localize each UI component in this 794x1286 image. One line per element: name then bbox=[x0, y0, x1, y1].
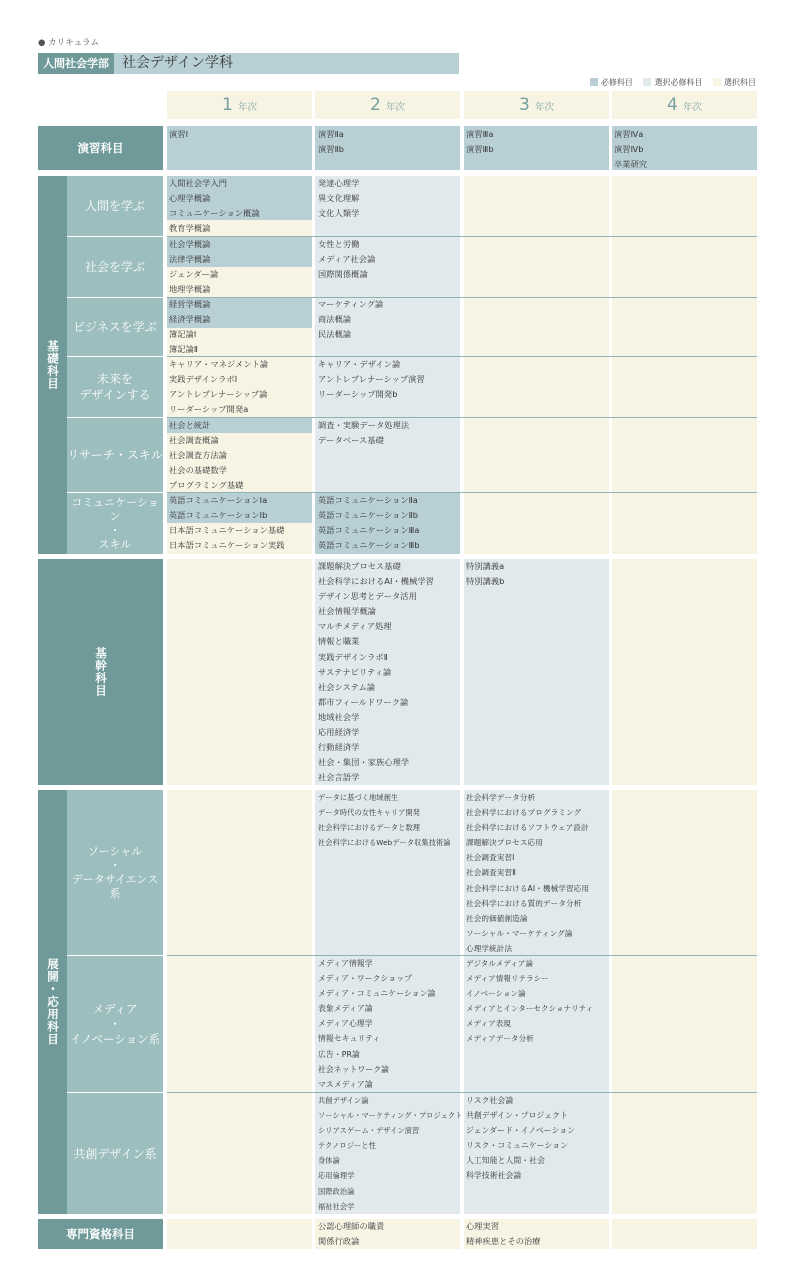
course-item: メディア心理学 bbox=[318, 1019, 373, 1029]
group-label-senmon bbox=[38, 1219, 163, 1249]
year-suffix: 年次 bbox=[385, 102, 405, 113]
sub-label-text: イノベーション系 bbox=[69, 1031, 161, 1046]
course-list bbox=[169, 418, 243, 493]
sub-label-social-data bbox=[67, 790, 163, 955]
course-item: メディアデータ分析 bbox=[466, 1034, 534, 1044]
course-item: 社会科学におけるWebデータ収集技術論 bbox=[318, 838, 451, 848]
course-list bbox=[318, 1093, 462, 1214]
year-header-3 bbox=[464, 91, 609, 119]
course-item: ジェンダー論 bbox=[169, 269, 219, 280]
legend-required bbox=[590, 77, 633, 88]
course-item: 課題解決プロセス基礎 bbox=[318, 561, 401, 571]
year-suffix: 年次 bbox=[534, 102, 554, 113]
sub-label-text: 未来を bbox=[96, 372, 133, 386]
course-item: 社会的価値創造論 bbox=[466, 913, 528, 923]
course-item: マルチメディア処理 bbox=[318, 621, 392, 632]
legend-label: 必修科目 bbox=[600, 78, 633, 87]
sub-label-mirai bbox=[67, 357, 163, 417]
year-number: 4 bbox=[667, 95, 678, 115]
cell-fill-elective bbox=[612, 1219, 757, 1249]
sub-label-text: 社会を学ぶ bbox=[84, 260, 145, 274]
course-item: マスメディア論 bbox=[318, 1079, 373, 1089]
course-item: 心理学概論 bbox=[169, 193, 211, 204]
course-item: ジェンダード・イノベーション bbox=[466, 1126, 575, 1136]
group-label-tenkai bbox=[38, 790, 67, 1214]
course-list bbox=[466, 127, 494, 157]
faculty-badge: 人間社会学部 bbox=[38, 53, 114, 74]
course-item: サステナビリティ論 bbox=[318, 666, 392, 677]
course-item: リスク社会論 bbox=[466, 1096, 514, 1105]
course-item: 共創デザイン論 bbox=[318, 1096, 369, 1105]
course-item: メディア情報学 bbox=[318, 959, 373, 968]
course-item: 演習Ⅱb bbox=[318, 144, 345, 155]
course-item: 精神疾患とその治療 bbox=[466, 1236, 541, 1247]
course-item: データに基づく地域創生 bbox=[318, 793, 399, 802]
sub-label-text: 人間を学ぶ bbox=[84, 199, 145, 213]
course-item: メディア社会論 bbox=[318, 254, 376, 265]
course-item: 社会と統計 bbox=[169, 420, 211, 430]
course-item: 社会科学におけるデータと数理 bbox=[318, 823, 421, 833]
course-list bbox=[318, 176, 359, 221]
course-item: 経済学概論 bbox=[169, 314, 211, 325]
sub-label-text: リサーチ・スキル bbox=[67, 448, 163, 462]
sub-label-research bbox=[67, 418, 163, 492]
course-item: デジタルメディア論 bbox=[466, 959, 534, 968]
course-list bbox=[318, 237, 375, 282]
course-item: 商法概論 bbox=[318, 314, 352, 325]
course-item: 社会科学におけるソフトウェア設計 bbox=[466, 823, 589, 833]
cell-fill-elective-required bbox=[464, 559, 609, 785]
course-item: リーダーシップ開発a bbox=[169, 404, 249, 415]
course-list bbox=[169, 493, 285, 553]
course-item: 社会調査概論 bbox=[169, 435, 219, 446]
course-item: 簿記論Ⅰ bbox=[169, 329, 197, 340]
sub-label-text: ・ bbox=[109, 1016, 121, 1031]
course-item: 都市フィールドワーク論 bbox=[318, 696, 409, 707]
group-label-text: 基幹科目 bbox=[94, 647, 108, 697]
sub-label-text: 共創デザイン系 bbox=[73, 1146, 157, 1161]
course-item: 身体論 bbox=[318, 1156, 340, 1166]
course-item: 社会科学における質的データ分析 bbox=[466, 898, 582, 908]
cell-fill-elective bbox=[612, 559, 757, 785]
group-label-text: 演習科目 bbox=[77, 140, 124, 155]
course-item: 国際関係概論 bbox=[318, 269, 368, 280]
course-item: 英語コミュニケーションⅢb bbox=[318, 540, 420, 551]
course-item: 演習Ⅰ bbox=[169, 129, 189, 139]
course-list bbox=[466, 1093, 575, 1184]
course-list bbox=[466, 790, 589, 956]
course-item: 演習Ⅲb bbox=[466, 144, 494, 155]
department-name: 社会デザイン学科 bbox=[122, 55, 234, 71]
course-item: デザイン思考とデータ活用 bbox=[318, 591, 417, 602]
legend-label: 選択必修科目 bbox=[654, 78, 703, 87]
sub-label-kyoso bbox=[67, 1093, 163, 1214]
sub-label-communication bbox=[67, 493, 163, 554]
breadcrumb: ● カリキュラム bbox=[38, 38, 100, 48]
sub-label-text: データサイエンス系 bbox=[71, 872, 159, 900]
course-item: 社会言語学 bbox=[318, 772, 360, 783]
course-item: 文化人類学 bbox=[318, 208, 360, 219]
year-header-2 bbox=[315, 91, 460, 119]
course-item: 卒業研究 bbox=[614, 159, 648, 170]
year-suffix: 年次 bbox=[237, 102, 257, 113]
legend-swatch-elective bbox=[713, 78, 721, 86]
course-list bbox=[318, 559, 434, 785]
course-item: 演習Ⅳa bbox=[614, 129, 644, 139]
course-item: メディア表現 bbox=[466, 1019, 511, 1029]
course-item: リスク・コミュニケーション bbox=[466, 1141, 569, 1151]
course-item: メディア・コミュニケーション論 bbox=[318, 989, 436, 999]
sub-label-text: デザインする bbox=[79, 388, 151, 402]
year-header-1 bbox=[167, 91, 312, 119]
sub-label-media bbox=[67, 956, 163, 1092]
course-item: 調査・実験データ処理法 bbox=[318, 420, 410, 430]
course-item: シリアスゲーム・デザイン演習 bbox=[318, 1126, 420, 1136]
course-list bbox=[169, 237, 218, 297]
course-item: 社会調査実習Ⅰ bbox=[466, 853, 515, 863]
course-item: 表象メディア論 bbox=[318, 1004, 373, 1014]
row-divider bbox=[167, 955, 757, 956]
course-list bbox=[318, 493, 420, 553]
year-number: 1 bbox=[222, 95, 233, 115]
legend-elective-required bbox=[643, 77, 702, 88]
course-item: 実践デザインラボⅠ bbox=[169, 374, 238, 385]
course-item: 英語コミュニケーションⅡb bbox=[318, 510, 419, 521]
course-list bbox=[614, 127, 647, 172]
course-list bbox=[318, 956, 435, 1092]
sub-label-ningen bbox=[67, 176, 163, 236]
course-list bbox=[169, 357, 268, 417]
course-item: テクノロジーと性 bbox=[318, 1141, 376, 1151]
course-list bbox=[466, 956, 593, 1047]
course-item: 社会科学におけるAI・機械学習応用 bbox=[466, 883, 590, 893]
sub-label-text: スキル bbox=[98, 537, 132, 551]
course-item: 社会ネットワーク論 bbox=[318, 1064, 390, 1074]
course-item: メディアとインターセクショナリティ bbox=[466, 1004, 594, 1014]
course-item: 公認心理師の職責 bbox=[318, 1221, 385, 1231]
course-item: 社会科学におけるプログラミング bbox=[466, 808, 582, 818]
course-item: 社会調査実習Ⅱ bbox=[466, 868, 516, 878]
course-item: 行動経済学 bbox=[318, 742, 360, 753]
course-item: 応用倫理学 bbox=[318, 1171, 355, 1181]
course-item: データベース基礎 bbox=[318, 435, 384, 446]
course-item: ソーシャル・マーケティング・プロジェクト bbox=[318, 1111, 463, 1121]
legend-label: 選択科目 bbox=[724, 78, 756, 87]
group-label-enshu bbox=[38, 126, 163, 170]
course-item: 人間社会学入門 bbox=[169, 178, 228, 188]
course-list bbox=[318, 790, 451, 850]
row-divider bbox=[167, 297, 757, 298]
course-item: メディア情報リテラシー bbox=[466, 974, 549, 984]
course-item: 社会の基礎数学 bbox=[169, 465, 228, 476]
course-item: アントレプレナーシップ論 bbox=[169, 389, 268, 400]
course-item: 人工知能と人間・社会 bbox=[466, 1156, 545, 1166]
sub-label-text: ・ bbox=[109, 858, 121, 872]
course-item: 英語コミュニケーションⅢa bbox=[318, 525, 420, 536]
course-item: 社会科学におけるAI・機械学習 bbox=[318, 576, 434, 587]
cell-fill-elective bbox=[167, 1219, 312, 1249]
course-list bbox=[318, 357, 425, 402]
course-item: マーケティング論 bbox=[318, 299, 384, 309]
course-item: 英語コミュニケーションⅡa bbox=[318, 495, 418, 505]
course-item: 地域社会学 bbox=[318, 711, 360, 722]
course-item: 心理実習 bbox=[466, 1221, 500, 1231]
cell-fill-elective bbox=[167, 790, 312, 1214]
legend-swatch-elective-required bbox=[643, 78, 651, 86]
course-item: 日本語コミュニケーション実践 bbox=[169, 540, 285, 551]
course-item: 演習Ⅳb bbox=[614, 144, 644, 155]
course-item: 演習Ⅲa bbox=[466, 129, 494, 139]
course-item: 科学技術社会論 bbox=[466, 1171, 522, 1181]
course-item: 法律学概論 bbox=[169, 254, 211, 265]
course-item: 社会・集団・家族心理学 bbox=[318, 757, 410, 768]
faculty-bar bbox=[38, 53, 459, 74]
course-item: キャリア・マネジメント論 bbox=[169, 359, 269, 369]
course-item: 社会調査方法論 bbox=[169, 450, 228, 461]
cell-fill-required bbox=[167, 126, 312, 170]
course-item: 心理学統計法 bbox=[466, 943, 513, 953]
course-item: 福祉社会学 bbox=[318, 1201, 355, 1211]
course-item: 教育学概論 bbox=[169, 223, 211, 234]
course-item: 社会科学データ分析 bbox=[466, 793, 536, 802]
group-label-kiso bbox=[38, 176, 67, 554]
course-item: プログラミング基礎 bbox=[169, 480, 244, 491]
course-item: 応用経済学 bbox=[318, 727, 360, 738]
year-number: 3 bbox=[519, 95, 530, 115]
course-item: 国際政治論 bbox=[318, 1186, 355, 1196]
course-item: 民法概論 bbox=[318, 329, 352, 340]
cell-fill-elective bbox=[612, 176, 757, 554]
course-item: 社会情報学概論 bbox=[318, 606, 377, 617]
group-label-kikan bbox=[38, 559, 163, 785]
course-item: キャリア・デザイン論 bbox=[318, 359, 401, 369]
course-list bbox=[169, 176, 260, 236]
course-list bbox=[169, 297, 210, 357]
legend-elective bbox=[713, 77, 756, 88]
course-item: 地理学概論 bbox=[169, 284, 211, 295]
year-header-4 bbox=[612, 91, 757, 119]
course-item: 経営学概論 bbox=[169, 299, 211, 309]
course-list bbox=[318, 1219, 384, 1249]
sub-label-shakai bbox=[67, 237, 163, 297]
group-label-text: 専門資格科目 bbox=[66, 1226, 135, 1241]
course-item: 簿記論Ⅱ bbox=[169, 344, 198, 355]
group-label-text: 基礎科目 bbox=[46, 340, 60, 390]
course-item: リーダーシップ開発b bbox=[318, 389, 398, 400]
course-item: イノベーション論 bbox=[466, 989, 526, 999]
sub-label-text: ソーシャル bbox=[87, 844, 143, 858]
cell-fill-elective bbox=[612, 790, 757, 1214]
course-item: 特別講義a bbox=[466, 561, 505, 571]
cell-fill-elective bbox=[167, 559, 312, 785]
course-item: アントレプレナーシップ演習 bbox=[318, 374, 425, 385]
course-list bbox=[318, 127, 344, 157]
course-item: ソーシャル・マーケティング論 bbox=[466, 928, 573, 938]
course-item: 社会学概論 bbox=[169, 239, 211, 249]
course-item: メディア・ワークショップ bbox=[318, 974, 412, 984]
sub-label-business bbox=[67, 298, 163, 356]
course-item: 共創デザイン・プロジェクト bbox=[466, 1111, 568, 1121]
course-list bbox=[169, 127, 188, 142]
course-item: データ時代の女性キャリア開発 bbox=[318, 808, 421, 818]
sub-label-text: ・ bbox=[109, 523, 121, 537]
course-item: 情報セキュリティ bbox=[318, 1034, 381, 1044]
legend-swatch-required bbox=[590, 78, 598, 86]
year-number: 2 bbox=[370, 95, 381, 115]
course-item: 課題解決プロセス応用 bbox=[466, 838, 543, 848]
course-item: 社会システム論 bbox=[318, 681, 376, 692]
sub-label-text: コミュニケーション bbox=[71, 495, 159, 523]
course-item: 英語コミュニケーションⅠb bbox=[169, 510, 268, 521]
course-item: 関係行政論 bbox=[318, 1236, 360, 1247]
course-item: 異文化理解 bbox=[318, 193, 360, 204]
legend bbox=[582, 77, 756, 88]
course-item: 特別講義b bbox=[466, 576, 505, 587]
course-list bbox=[318, 418, 409, 448]
course-list bbox=[318, 297, 383, 342]
sub-label-text: ビジネスを学ぶ bbox=[73, 320, 157, 334]
course-item: 発達心理学 bbox=[318, 178, 360, 188]
cell-fill-elective bbox=[464, 176, 609, 554]
course-list bbox=[466, 1219, 541, 1249]
course-item: 情報と職業 bbox=[318, 636, 360, 647]
course-item: 英語コミュニケーションⅠa bbox=[169, 495, 268, 505]
sub-label-text: メディア bbox=[92, 1001, 138, 1016]
group-label-text: 展開・応用科目 bbox=[46, 958, 60, 1046]
course-item: 日本語コミュニケーション基礎 bbox=[169, 525, 285, 536]
course-item: 広告・PR論 bbox=[318, 1049, 360, 1059]
course-item: 女性と労働 bbox=[318, 239, 360, 249]
course-item: 実践デザインラボⅡ bbox=[318, 651, 388, 662]
course-item: 演習Ⅱa bbox=[318, 129, 344, 139]
year-suffix: 年次 bbox=[682, 102, 702, 113]
course-list bbox=[466, 559, 504, 589]
course-item: コミュニケーション概論 bbox=[169, 208, 260, 219]
